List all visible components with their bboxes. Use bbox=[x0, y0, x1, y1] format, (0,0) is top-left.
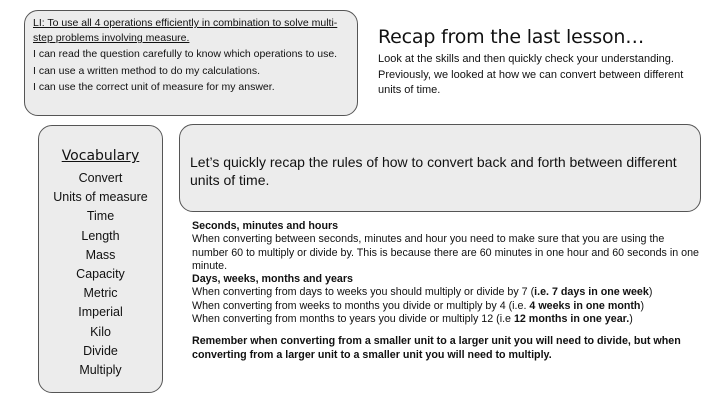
success-criterion: I can use a written method to do my calculations. bbox=[33, 64, 261, 77]
seconds-heading: Seconds, minutes and hours bbox=[192, 220, 339, 232]
days-weeks-rule bbox=[192, 286, 702, 299]
conversion-rules bbox=[192, 220, 702, 362]
vocabulary-word: Divide bbox=[83, 343, 118, 358]
rule-text: ) bbox=[629, 313, 633, 326]
vocabulary-word: Mass bbox=[85, 247, 116, 262]
success-criterion: I can use the correct unit of measure for my answer. bbox=[33, 81, 275, 93]
months-years-rule bbox=[192, 313, 702, 326]
vocabulary-box bbox=[38, 125, 163, 393]
vocabulary-word: Capacity bbox=[76, 267, 125, 282]
vocabulary-title: Vocabulary bbox=[61, 148, 140, 164]
rule-text: When converting from weeks to months you divide or multiply by 4 (i.e. bbox=[192, 299, 530, 312]
vocabulary-word: Time bbox=[86, 209, 115, 224]
recap-text: Look at the skills and then quickly check your understanding. Previously, we looked at how we can convert between different units of time. bbox=[378, 53, 684, 96]
rule-text: ) bbox=[648, 286, 653, 299]
intro-text: Let’s quickly recap the rules of how to convert back and forth between different units of time. bbox=[190, 154, 677, 188]
rule-text: When converting from days to weeks you should multiply or divide by 7 ( bbox=[192, 286, 535, 299]
learning-intention-box bbox=[24, 10, 358, 116]
rule-emphasis: 4 weeks in one month bbox=[529, 299, 641, 312]
learning-intention-title: LI: To use all 4 operations efficiently in combination to solve multi-step problems involving measure. bbox=[33, 17, 338, 44]
vocabulary-word: Kilo bbox=[90, 324, 111, 339]
rule-text: When converting from months to years you divide or multiply 12 (i.e bbox=[192, 313, 514, 326]
spacer bbox=[192, 326, 702, 335]
rule-text: ) bbox=[640, 299, 645, 312]
days-heading: Days, weeks, months and years bbox=[192, 273, 353, 286]
vocabulary-word: Units of measure bbox=[53, 190, 148, 205]
vocabulary-word: Multiply bbox=[79, 363, 122, 378]
vocabulary-word: Length bbox=[81, 228, 120, 243]
rule-emphasis: 12 months in one year. bbox=[513, 313, 630, 326]
seconds-text: When converting between seconds, minutes and hour you need to make sure that you are using the number 60 to multiply or divide by. This is because there are 60 minutes in one hour and 60 seconds in one minute. bbox=[192, 233, 699, 272]
vocabulary-word: Metric bbox=[83, 286, 118, 301]
intro-box bbox=[179, 124, 701, 212]
recap-title: Recap from the last lesson… bbox=[378, 26, 645, 48]
success-criterion: I can read the question carefully to know which operations to use. bbox=[33, 48, 338, 60]
vocabulary-word: Convert bbox=[78, 171, 123, 185]
weeks-months-rule bbox=[192, 300, 702, 313]
rule-emphasis: i.e. 7 days in one week bbox=[534, 286, 649, 299]
remember-note: Remember when converting from a smaller unit to a larger unit you will need to divide, but when converting from a larger unit to a smaller unit you will need to multiply. bbox=[192, 335, 681, 361]
vocabulary-word: Imperial bbox=[78, 305, 123, 320]
